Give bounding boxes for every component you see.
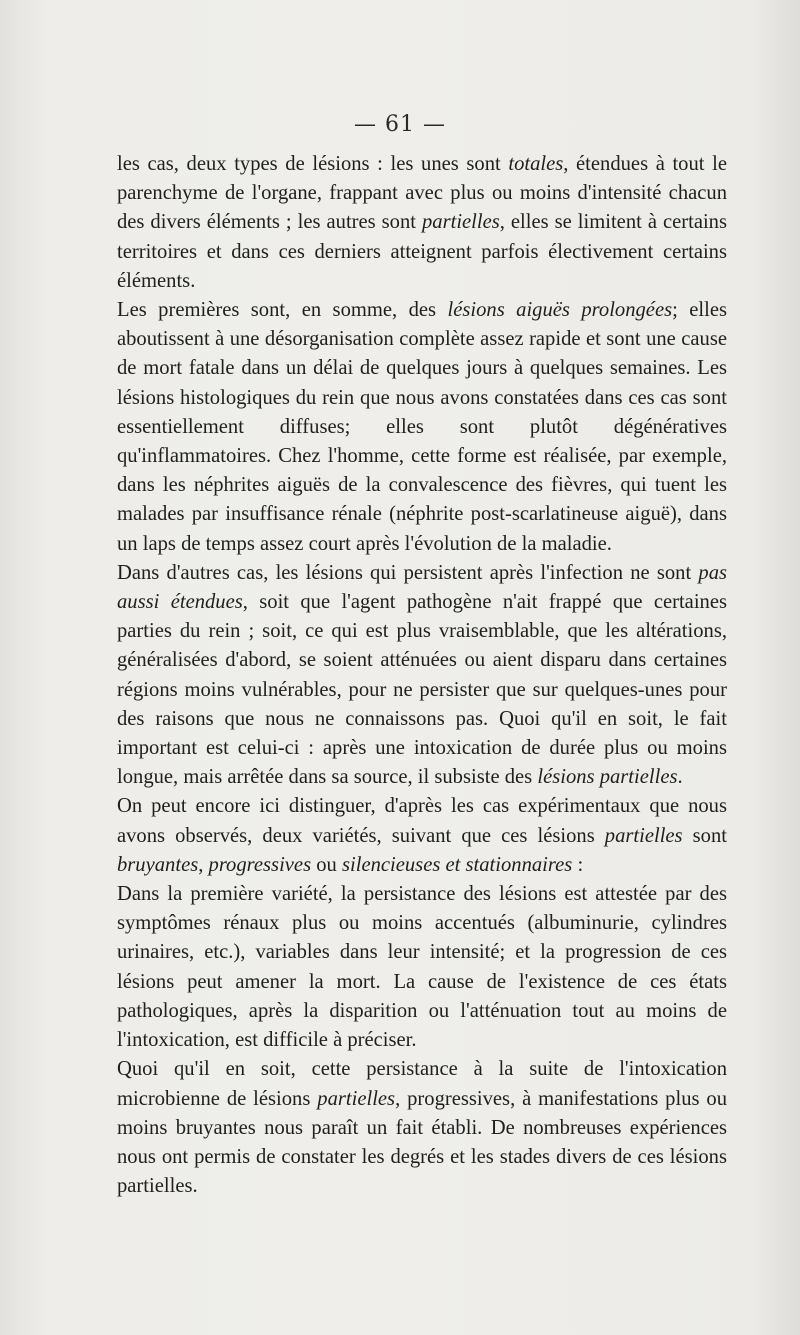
body-text [117,150,727,1201]
paragraph-5: Dans la première variété, la persistance des lésions est attestée par des symptômes rénaux plus ou moins accentués (albuminurie, cylindres urinaires, etc.), variables dans leur intensité; et la progression de ces lésions peut amener la mort. La cause de l'existence de ces états pathologiques, après la disparition ou l'atténuation tout au moins de l'intoxication, est difficile à préciser. [117,883,727,1052]
paragraph-2: Les premières sont, en somme, des lésions aiguës prolongées; elles aboutissent à une désorganisation complète assez rapide et sont une cause de mort fatale dans un délai de quelques jours à quelques semaines. Les lésions histologiques du rein que nous avons constatées dans ces cas sont essentiellement diffuses; elles sont plutôt dégénératives qu'inflammatoires. Chez l'homme, cette forme est réalisée, par exemple, dans les néphrites aiguës de la convalescence des fièvres, qui tuent les malades par insuffisance rénale (néphrite post-scarlatineuse aiguë), dans un laps de temps assez court après l'évolution de la maladie. [117,299,727,555]
paragraph-3: Dans d'autres cas, les lésions qui persistent après l'infection ne sont pas aussi étendues, soit que l'agent pathogène n'ait frappé que certaines parties du rein ; soit, ce qui est plus vraisemblable, que les altérations, généralisées d'abord, se soient atténuées ou aient disparu dans certaines régions moins vulnérables, pour ne persister que sur quelques-unes pour des raisons que nous ne connaissons pas. Quoi qu'il en soit, le fait important est celui-ci : après une intoxication de durée plus ou moins longue, mais arrêtée dans sa source, il subsiste des lésions partielles. [117,561,727,789]
paragraph-4: On peut encore ici distinguer, d'après les cas expérimentaux que nous avons observés, deux variétés, suivant que ces lésions partielles sont bruyantes, progressives ou silencieuses et stationnaires : [117,795,727,876]
paragraph-1: les cas, deux types de lésions : les unes sont totales, étendues à tout le parenchyme de l'organe, frappant avec plus ou moins d'intensité chacun des divers éléments ; les autres sont partielles, elles se limitent à certains territoires et dans ces derniers atteignent parfois électivement certains éléments. [117,153,727,292]
page-number: — 61 — [354,112,446,137]
paragraph-6: Quoi qu'il en soit, cette persistance à la suite de l'intoxication microbienne de lésions partielles, progressives, à manifestations plus ou moins bruyantes nous paraît un fait établi. De nombreuses expériences nous ont permis de constater les degrés et les stades divers de ces lésions partielles. [117,1058,727,1198]
